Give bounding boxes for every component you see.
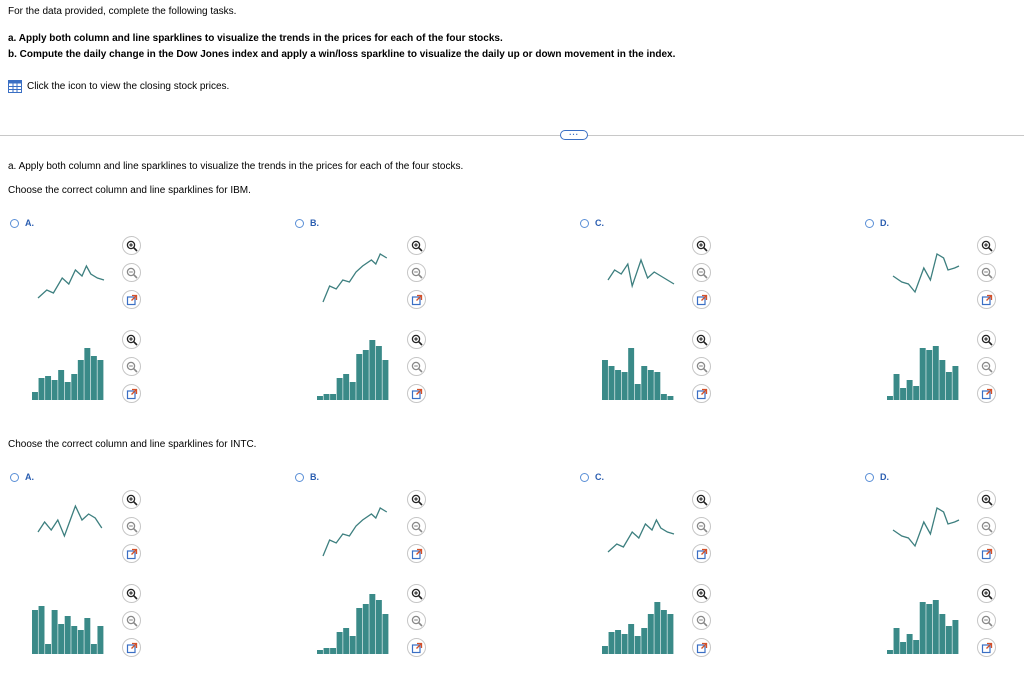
sparkline-column — [920, 602, 926, 654]
sparkline-column — [622, 634, 628, 654]
option-label[interactable]: B. — [310, 472, 319, 482]
option-intc-d[interactable] — [865, 472, 1005, 672]
task-a: a. Apply both column and line sparklines to visualize the trends in the prices for each of the four stocks. — [8, 33, 503, 44]
popout-icon[interactable] — [981, 294, 993, 306]
sparkline-column — [84, 348, 90, 400]
option-radio-row[interactable] — [580, 472, 604, 482]
zoom-in-button[interactable] — [977, 236, 996, 255]
zoom-in-button[interactable] — [407, 584, 426, 603]
sparkline-column — [667, 614, 673, 654]
intro-line: For the data provided, complete the following tasks. — [8, 6, 237, 17]
question-intc: Choose the correct column and line sparklines for INTC. — [8, 439, 257, 450]
sparkline-tools — [407, 236, 426, 309]
zoom-out-icon[interactable] — [981, 361, 993, 373]
sparkline-column — [39, 378, 45, 400]
popout-icon[interactable] — [411, 388, 423, 400]
sparkline-column — [71, 626, 77, 654]
zoom-out-icon[interactable] — [126, 521, 138, 533]
sparkline-path — [608, 260, 674, 286]
zoom-out-button[interactable] — [692, 357, 711, 376]
sparkline-column — [45, 376, 51, 400]
sparkline-column — [946, 372, 952, 400]
sparkline-column — [84, 618, 90, 654]
zoom-in-icon[interactable] — [981, 240, 993, 252]
zoom-out-icon[interactable] — [411, 361, 423, 373]
option-intc-b[interactable] — [295, 472, 435, 672]
popout-button[interactable] — [977, 384, 996, 403]
zoom-in-button[interactable] — [692, 330, 711, 349]
zoom-out-button[interactable] — [407, 263, 426, 282]
sparkline-column — [78, 360, 84, 400]
sparkline-column — [887, 396, 893, 400]
column-sparkline — [600, 594, 690, 654]
sparkline-column — [337, 632, 343, 654]
zoom-out-button[interactable] — [407, 357, 426, 376]
sparkline-path — [323, 254, 387, 302]
zoom-in-icon[interactable] — [696, 334, 708, 346]
option-ibm-c[interactable] — [580, 218, 720, 418]
sparkline-column — [382, 614, 388, 654]
sparkline-column — [317, 650, 323, 654]
column-sparkline — [315, 594, 405, 654]
radio-button[interactable] — [295, 473, 304, 482]
zoom-out-icon[interactable] — [126, 615, 138, 627]
option-radio-row[interactable] — [295, 472, 319, 482]
popout-icon[interactable] — [126, 642, 138, 654]
sparkline-tools — [407, 490, 426, 563]
zoom-in-button[interactable] — [977, 584, 996, 603]
sparkline-column — [343, 628, 349, 654]
sparkline-column — [343, 374, 349, 400]
sparkline-column — [952, 620, 958, 654]
sparkline-column — [641, 628, 647, 654]
sparkline-column — [350, 382, 356, 400]
option-label[interactable]: D. — [880, 472, 889, 482]
popout-button[interactable] — [692, 290, 711, 309]
radio-button[interactable] — [580, 473, 589, 482]
sparkline-column — [920, 348, 926, 400]
zoom-in-button[interactable] — [692, 236, 711, 255]
option-ibm-d[interactable] — [865, 218, 1005, 418]
zoom-in-button[interactable] — [692, 490, 711, 509]
sparkline-column — [907, 380, 913, 400]
part-a-heading: a. Apply both column and line sparklines to visualize the trends in the prices for each of the four stocks. — [8, 161, 464, 172]
column-sparkline — [885, 340, 975, 400]
sparkline-column — [369, 340, 375, 400]
zoom-in-icon[interactable] — [126, 240, 138, 252]
sparkline-tools — [407, 584, 426, 657]
sparkline-column — [369, 594, 375, 654]
expand-label[interactable]: ... — [569, 128, 579, 137]
sparkline-column — [654, 602, 660, 654]
line-sparkline — [885, 246, 975, 306]
line-sparkline — [600, 500, 690, 560]
sparkline-column — [602, 646, 608, 654]
zoom-in-icon[interactable] — [696, 588, 708, 600]
option-radio-row[interactable] — [865, 218, 889, 228]
popout-button[interactable] — [122, 290, 141, 309]
zoom-out-button[interactable] — [122, 263, 141, 282]
option-label[interactable]: D. — [880, 218, 889, 228]
option-label[interactable]: B. — [310, 218, 319, 228]
zoom-in-icon[interactable] — [981, 334, 993, 346]
zoom-in-icon[interactable] — [696, 494, 708, 506]
zoom-out-button[interactable] — [692, 263, 711, 282]
line-sparkline — [885, 500, 975, 560]
popout-button[interactable] — [122, 384, 141, 403]
zoom-in-icon[interactable] — [411, 240, 423, 252]
popout-icon[interactable] — [981, 642, 993, 654]
sparkline-path — [38, 266, 104, 298]
sparkline-column — [887, 650, 893, 654]
sparkline-column — [324, 394, 330, 400]
sparkline-column — [71, 374, 77, 400]
zoom-out-icon[interactable] — [411, 615, 423, 627]
sparkline-tools — [407, 330, 426, 403]
sparkline-column — [356, 354, 362, 400]
sparkline-column — [91, 356, 97, 400]
radio-button[interactable] — [865, 219, 874, 228]
data-table-link[interactable] — [8, 80, 229, 93]
zoom-in-icon[interactable] — [126, 334, 138, 346]
sparkline-column — [635, 636, 641, 654]
zoom-in-button[interactable] — [407, 490, 426, 509]
sparkline-tools — [122, 236, 141, 309]
sparkline-column — [628, 348, 634, 400]
sparkline-column — [324, 648, 330, 654]
column-sparkline — [30, 594, 120, 654]
zoom-in-button[interactable] — [407, 330, 426, 349]
option-label[interactable]: A. — [25, 218, 34, 228]
zoom-out-button[interactable] — [407, 517, 426, 536]
sparkline-column — [894, 374, 900, 400]
sparkline-column — [363, 604, 369, 654]
popout-button[interactable] — [692, 544, 711, 563]
sparkline-column — [907, 634, 913, 654]
sparkline-column — [648, 614, 654, 654]
sparkline-tools — [977, 584, 996, 657]
sparkline-column — [946, 626, 952, 654]
zoom-out-icon[interactable] — [696, 521, 708, 533]
popout-icon[interactable] — [126, 548, 138, 560]
sparkline-column — [78, 630, 84, 654]
zoom-in-icon[interactable] — [696, 240, 708, 252]
sparkline-column — [952, 366, 958, 400]
sparkline-column — [91, 644, 97, 654]
radio-button[interactable] — [865, 473, 874, 482]
data-link-label[interactable]: Click the icon to view the closing stock prices. — [27, 81, 230, 92]
popout-icon[interactable] — [411, 642, 423, 654]
popout-icon[interactable] — [981, 548, 993, 560]
sparkline-path — [323, 508, 387, 556]
zoom-in-icon[interactable] — [411, 334, 423, 346]
popout-icon[interactable] — [696, 642, 708, 654]
zoom-out-button[interactable] — [977, 357, 996, 376]
sparkline-column — [913, 386, 919, 400]
sparkline-column — [317, 396, 323, 400]
zoom-in-icon[interactable] — [981, 588, 993, 600]
zoom-in-button[interactable] — [122, 236, 141, 255]
popout-icon[interactable] — [696, 388, 708, 400]
popout-button[interactable] — [407, 544, 426, 563]
zoom-in-button[interactable] — [122, 584, 141, 603]
task-b: b. Compute the daily change in the Dow Jones index and apply a win/loss sparkline to visualize the daily up or down movement in the index. — [8, 49, 676, 60]
sparkline-column — [900, 642, 906, 654]
zoom-in-icon[interactable] — [981, 494, 993, 506]
sparkline-column — [913, 640, 919, 654]
sparkline-tools — [977, 490, 996, 563]
zoom-in-button[interactable] — [122, 330, 141, 349]
option-label[interactable]: C. — [595, 472, 604, 482]
option-label[interactable]: A. — [25, 472, 34, 482]
zoom-out-icon[interactable] — [411, 267, 423, 279]
popout-button[interactable] — [407, 638, 426, 657]
sparkline-column — [65, 382, 71, 400]
sparkline-column — [330, 648, 336, 654]
option-ibm-b[interactable] — [295, 218, 435, 418]
zoom-out-button[interactable] — [692, 517, 711, 536]
sparkline-column — [615, 370, 621, 400]
sparkline-column — [97, 626, 103, 654]
zoom-out-button[interactable] — [122, 517, 141, 536]
option-radio-row[interactable] — [10, 218, 34, 228]
option-radio-row[interactable] — [865, 472, 889, 482]
zoom-out-button[interactable] — [692, 611, 711, 630]
sparkline-column — [363, 350, 369, 400]
zoom-out-icon[interactable] — [696, 267, 708, 279]
sparkline-tools — [122, 584, 141, 657]
sparkline-tools — [692, 330, 711, 403]
line-sparkline — [315, 246, 405, 306]
popout-button[interactable] — [122, 544, 141, 563]
popout-button[interactable] — [692, 638, 711, 657]
zoom-in-icon[interactable] — [411, 588, 423, 600]
radio-button[interactable] — [10, 219, 19, 228]
popout-icon[interactable] — [696, 548, 708, 560]
popout-icon[interactable] — [411, 294, 423, 306]
option-label[interactable]: C. — [595, 218, 604, 228]
line-sparkline — [600, 246, 690, 306]
popout-button[interactable] — [407, 290, 426, 309]
sparkline-column — [39, 606, 45, 654]
sparkline-column — [622, 372, 628, 400]
column-sparkline — [30, 340, 120, 400]
sparkline-column — [900, 388, 906, 400]
option-radio-row[interactable] — [10, 472, 34, 482]
popout-icon[interactable] — [696, 294, 708, 306]
line-sparkline — [30, 246, 120, 306]
zoom-out-button[interactable] — [977, 517, 996, 536]
zoom-out-button[interactable] — [977, 611, 996, 630]
sparkline-column — [97, 360, 103, 400]
sparkline-column — [602, 360, 608, 400]
column-sparkline — [885, 594, 975, 654]
sparkline-tools — [692, 236, 711, 309]
sparkline-tools — [122, 330, 141, 403]
zoom-out-icon[interactable] — [981, 267, 993, 279]
radio-button[interactable] — [580, 219, 589, 228]
zoom-out-icon[interactable] — [981, 615, 993, 627]
divider — [0, 135, 1024, 136]
sparkline-column — [58, 370, 64, 400]
sparkline-tools — [692, 584, 711, 657]
sparkline-column — [376, 600, 382, 654]
sparkline-column — [654, 372, 660, 400]
sparkline-column — [32, 392, 38, 400]
sparkline-column — [635, 384, 641, 400]
sparkline-column — [661, 610, 667, 654]
line-sparkline — [315, 500, 405, 560]
sparkline-column — [648, 370, 654, 400]
zoom-in-icon[interactable] — [126, 588, 138, 600]
column-sparkline — [315, 340, 405, 400]
zoom-out-icon[interactable] — [981, 521, 993, 533]
sparkline-path — [608, 520, 674, 552]
popout-button[interactable] — [122, 638, 141, 657]
sparkline-column — [337, 378, 343, 400]
popout-icon[interactable] — [981, 388, 993, 400]
zoom-in-icon[interactable] — [411, 494, 423, 506]
zoom-out-button[interactable] — [407, 611, 426, 630]
sparkline-column — [350, 636, 356, 654]
radio-button[interactable] — [10, 473, 19, 482]
question-ibm: Choose the correct column and line sparklines for IBM. — [8, 185, 251, 196]
zoom-out-button[interactable] — [122, 611, 141, 630]
sparkline-column — [661, 394, 667, 400]
sparkline-column — [330, 394, 336, 400]
sparkline-column — [615, 630, 621, 654]
sparkline-column — [382, 360, 388, 400]
sparkline-column — [628, 624, 634, 654]
sparkline-path — [893, 254, 959, 292]
sparkline-column — [939, 614, 945, 654]
sparkline-column — [45, 644, 51, 654]
zoom-out-button[interactable] — [977, 263, 996, 282]
sparkline-column — [609, 632, 615, 654]
popout-icon[interactable] — [126, 294, 138, 306]
zoom-in-button[interactable] — [977, 330, 996, 349]
sparkline-tools — [977, 236, 996, 309]
sparkline-column — [58, 624, 64, 654]
radio-button[interactable] — [295, 219, 304, 228]
sparkline-column — [52, 380, 58, 400]
column-sparkline — [600, 340, 690, 400]
option-ibm-a[interactable] — [10, 218, 150, 418]
popout-button[interactable] — [977, 544, 996, 563]
popout-icon[interactable] — [411, 548, 423, 560]
option-intc-a[interactable] — [10, 472, 150, 672]
zoom-out-icon[interactable] — [126, 267, 138, 279]
option-radio-row[interactable] — [580, 218, 604, 228]
sparkline-column — [894, 628, 900, 654]
popout-button[interactable] — [977, 638, 996, 657]
sparkline-column — [926, 604, 932, 654]
zoom-out-button[interactable] — [122, 357, 141, 376]
popout-button[interactable] — [692, 384, 711, 403]
sparkline-column — [926, 350, 932, 400]
popout-button[interactable] — [977, 290, 996, 309]
zoom-out-icon[interactable] — [411, 521, 423, 533]
sparkline-column — [52, 610, 58, 654]
sparkline-tools — [692, 490, 711, 563]
zoom-in-button[interactable] — [977, 490, 996, 509]
sparkline-column — [356, 608, 362, 654]
zoom-in-button[interactable] — [122, 490, 141, 509]
zoom-in-button[interactable] — [407, 236, 426, 255]
sparkline-column — [32, 610, 38, 654]
popout-icon[interactable] — [126, 388, 138, 400]
sparkline-column — [933, 346, 939, 400]
zoom-out-icon[interactable] — [696, 361, 708, 373]
line-sparkline — [30, 500, 120, 560]
sparkline-path — [38, 506, 102, 536]
sparkline-path — [893, 508, 959, 546]
popout-button[interactable] — [407, 384, 426, 403]
zoom-out-icon[interactable] — [696, 615, 708, 627]
sparkline-tools — [122, 490, 141, 563]
table-icon[interactable] — [8, 80, 22, 93]
option-intc-c[interactable] — [580, 472, 720, 672]
option-radio-row[interactable] — [295, 218, 319, 228]
sparkline-column — [376, 346, 382, 400]
sparkline-column — [65, 616, 71, 654]
sparkline-column — [641, 366, 647, 400]
expand-button[interactable] — [560, 130, 588, 140]
sparkline-column — [609, 366, 615, 400]
sparkline-column — [667, 396, 673, 400]
zoom-out-icon[interactable] — [126, 361, 138, 373]
sparkline-column — [933, 600, 939, 654]
zoom-in-icon[interactable] — [126, 494, 138, 506]
sparkline-tools — [977, 330, 996, 403]
sparkline-column — [939, 360, 945, 400]
zoom-in-button[interactable] — [692, 584, 711, 603]
